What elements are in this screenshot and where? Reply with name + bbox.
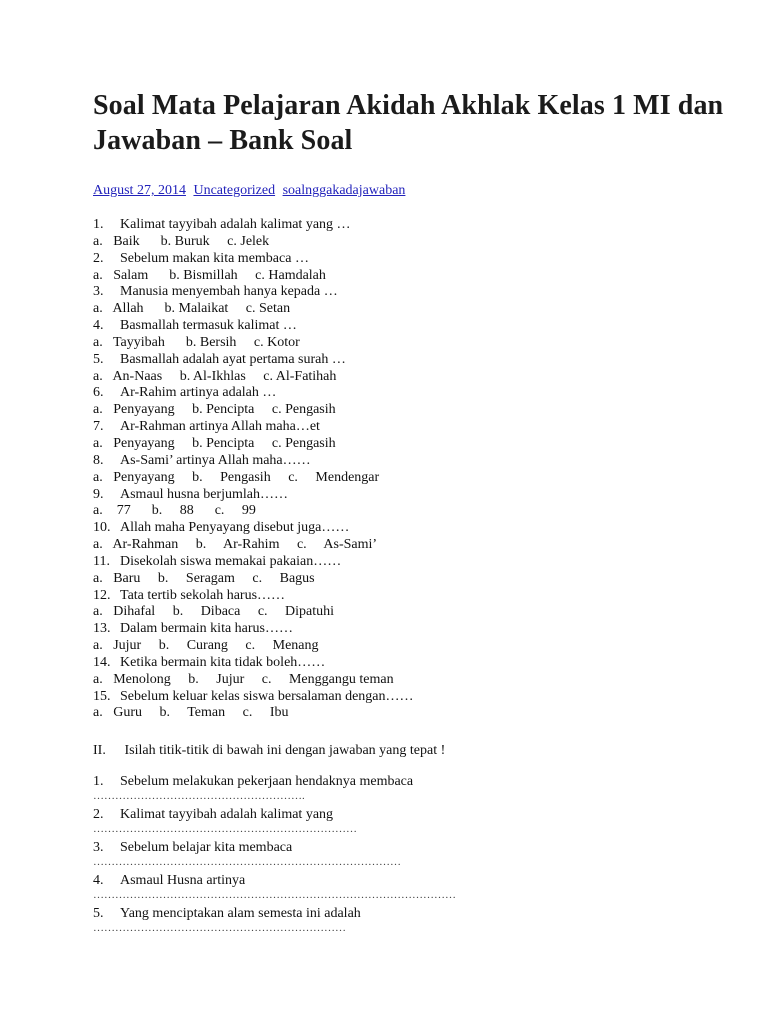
question-row [93,487,733,504]
category-link[interactable]: Uncategorized [193,183,276,198]
fill-question [93,773,733,790]
answer-options: a. Allah b. Malaikat c. Setan [93,301,291,317]
question-number: 7. [93,419,104,435]
question-row [93,217,733,234]
question-text: Allah maha Penyayang disebut juga…… [120,520,350,536]
question-row [93,588,733,605]
answer-options: a. 77 b. 88 c. 99 [93,503,256,519]
page-title: Soal Mata Pelajaran Akidah Akhlak Kelas 1 MI dan Jawaban – Bank Soal [93,90,724,156]
question-number: 15. [93,688,111,704]
question-number: 11. [93,553,110,569]
answer-row [93,436,733,453]
answer-row [93,402,733,419]
question-number: 14. [93,654,111,670]
fill-question-number: 3. [93,840,104,856]
answer-options: a. Jujur b. Curang c. Menang [93,638,319,654]
question-row [93,655,733,672]
answer-row [93,268,733,285]
question-number: 9. [93,486,104,502]
question-text: Kalimat tayyibah adalah kalimat yang … [120,217,351,232]
question-number: 4. [93,318,104,334]
answer-blank-line: …………………………………………………. [93,790,305,803]
fill-question-number: 5. [93,906,104,922]
answer-row [93,638,733,655]
question-row [93,689,733,706]
question-text: Ar-Rahman artinya Allah maha…et [120,419,320,435]
question-row [93,385,733,402]
question-row [93,284,733,301]
answer-options: a. Penyayang b. Pencipta c. Pengasih [93,435,336,451]
answer-options: a. Penyayang b. Pengasih c. Mendengar [93,469,380,485]
question-list [93,217,733,722]
answer-row [93,705,733,722]
question-number: 6. [93,385,104,401]
answer-options: a. Menolong b. Jujur c. Menggangu teman [93,671,394,687]
fill-question-text: Sebelum melakukan pekerjaan hendaknya membaca [120,774,414,790]
fill-question [93,839,733,856]
question-number: 10. [93,520,111,536]
fill-question-text: Yang menciptakan alam semesta ini adalah [120,906,361,922]
question-text: Disekolah siswa memakai pakaian…… [120,553,342,569]
answer-row [93,335,733,352]
article [93,88,733,938]
question-number: 3. [93,284,104,300]
answer-options: a. Baru b. Seragam c. Bagus [93,570,315,586]
fill-question-text: Asmaul Husna artinya [120,873,246,889]
question-row [93,453,733,470]
question-row [93,352,733,369]
question-number: 12. [93,587,111,603]
question-text: Manusia menyembah hanya kepada … [120,284,338,300]
fill-question-number: 1. [93,774,104,790]
answer-options: a. Salam b. Bismillah c. Hamdalah [93,267,326,283]
answer-options: a. Dihafal b. Dibaca c. Dipatuhi [93,604,335,620]
answer-options: a. An-Naas b. Al-Ikhlas c. Al-Fatihah [93,368,337,384]
answer-row [93,672,733,689]
answer-options: a. Guru b. Teman c. Ibu [93,705,289,721]
question-number: 13. [93,621,111,637]
answer-options: a. Ar-Rahman b. Ar-Rahim c. As-Sami’ [93,537,378,553]
question-row [93,520,733,537]
fill-question-text: Sebelum belajar kita membaca [120,840,293,856]
question-text: Tata tertib sekolah harus…… [120,587,286,603]
answer-row [93,537,733,554]
fill-question-number: 2. [93,807,104,823]
fill-question-text: Kalimat tayyibah adalah kalimat yang [120,807,334,823]
question-number: 8. [93,452,104,468]
fill-question [93,806,733,823]
answer-row [93,369,733,386]
question-text: Ketika bermain kita tidak boleh…… [120,654,326,670]
section-instruction: Isilah titik-titik di bawah ini dengan jawaban yang tepat ! [124,743,446,759]
question-number: 5. [93,351,104,367]
answer-row [93,234,733,251]
answer-row [93,604,733,621]
question-number: 2. [93,250,104,266]
question-text: Sebelum makan kita membaca … [120,250,309,266]
question-text: Basmallah termasuk kalimat … [120,318,297,334]
answer-row [93,470,733,487]
question-text: Dalam bermain kita harus…… [120,621,294,637]
tag-link[interactable]: soalnggakadajawaban [282,183,406,198]
fill-question [93,872,733,889]
question-text: Basmallah adalah ayat pertama surah … [120,351,346,367]
fill-question [93,905,733,922]
question-text: Ar-Rahim artinya adalah … [120,385,277,401]
section-heading [93,742,733,759]
answer-blank-line: ………………………………………………………………………… [93,856,401,869]
fill-in-list [93,773,733,938]
post-meta [93,182,733,200]
answer-row [93,301,733,318]
question-number: 1. [93,217,104,232]
answer-blank-line: …………………………………………………………… [93,922,346,935]
section-number: II. [93,743,106,759]
question-text: Sebelum keluar kelas siswa bersalaman dengan…… [120,688,414,704]
answer-row [93,503,733,520]
question-text: As-Sami’ artinya Allah maha…… [120,452,311,468]
question-row [93,318,733,335]
answer-options: a. Penyayang b. Pencipta c. Pengasih [93,402,336,418]
answer-blank-line: ……………………………………………………………………………………… [93,889,456,902]
post-date-link[interactable]: August 27, 2014 [93,183,186,198]
answer-row [93,571,733,588]
question-row [93,621,733,638]
answer-options: a. Baik b. Buruk c. Jelek [93,233,270,249]
fill-question-number: 4. [93,873,104,889]
answer-blank-line: ……………………………………………………………… [93,823,357,836]
answer-options: a. Tayyibah b. Bersih c. Kotor [93,334,300,350]
question-text: Asmaul husna berjumlah…… [120,486,288,502]
question-row [93,419,733,436]
question-row [93,554,733,571]
question-row [93,251,733,268]
